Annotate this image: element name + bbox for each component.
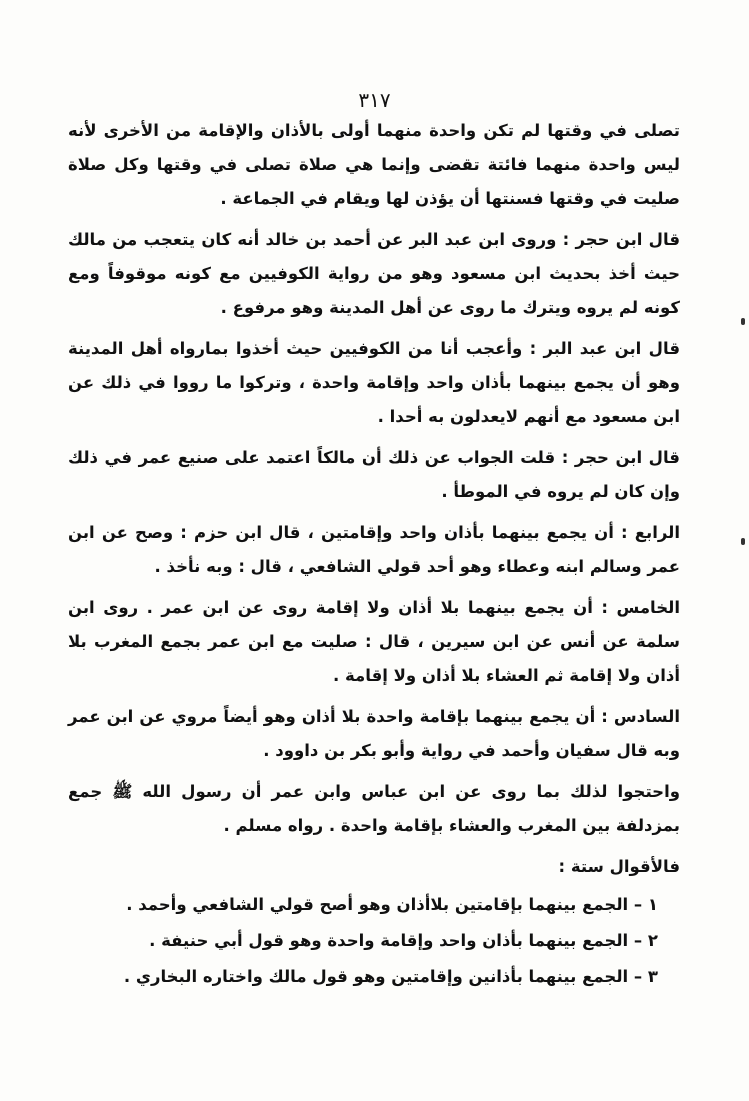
paragraph-3: قال ابن عبد البر : وأعجب أنا من الكوفيين حيث أخذوا بمارواه أهل المدينة وهو أن يجمع بينهما بأذان واحد وإقامة واحدة ، وتركوا ما رووا في ذلك عن ابن مسعود مع أنهم لايعدلون به أحدا . [68, 339, 680, 426]
summary-heading: فالأقوال ستة : [558, 857, 680, 876]
page-body [68, 114, 680, 994]
paragraph-1: تصلى في وقتها لم تكن واحدة منهما أولى بالأذان والإقامة من الأخرى لأنه ليس واحدة منهما فائتة تقضى وإنما هي صلاة تصلى في وقتها وكل صلاة صليت في وقتها فسنتها أن يؤذن لها ويقام في الجماعة . [68, 121, 680, 208]
paragraph-6: الخامس : أن يجمع بينهما بلا أذان ولا إقامة روى عن ابن عمر . روى ابن سلمة عن أنس عن ابن سيرين ، قال : صليت مع ابن عمر بجمع المغرب بلا أذان ولا إقامة ثم العشاء بلا أذان ولا إقامة . [68, 598, 680, 685]
paragraph-4: قال ابن حجر : قلت الجواب عن ذلك أن مالكاً اعتمد على صنيع عمر في ذلك وإن كان لم يروه في الموطأ . [68, 448, 680, 501]
summary-list [68, 888, 680, 994]
paragraph-8: واحتجوا لذلك بما روى عن ابن عباس وابن عمر أن رسول الله ﷺ جمع بمزدلفة بين المغرب والعشاء بإقامة واحدة . رواه مسلم . [68, 782, 680, 835]
paragraph-5: الرابع : أن يجمع بينهما بأذان واحد وإقامتين ، قال ابن حزم : وصح عن ابن عمر وسالم ابنه وعطاء وهو أحد قولي الشافعي ، قال : وبه نأخذ . [68, 523, 680, 576]
summary-item-2: ٢ – الجمع بينهما بأذان واحد وإقامة واحدة وهو قول أبي حنيفة . [149, 931, 658, 950]
paragraph-7: السادس : أن يجمع بينهما بإقامة واحدة بلا أذان وهو أيضاً مروي عن ابن عمر وبه قال سفيان وأحمد في رواية وأبو بكر بن داوود . [68, 707, 680, 760]
margin-mark-bottom [741, 538, 745, 545]
paragraph-2: قال ابن حجر : وروى ابن عبد البر عن أحمد بن خالد أنه كان يتعجب من مالك حيث أخذ بحديث ابن مسعود وهو من رواية الكوفيين مع كونه موقوفاً ومع كونه لم يروه ويترك ما روى عن أهل المدينة وهو مرفوع . [68, 230, 680, 317]
summary-item-1: ١ – الجمع بينهما بإقامتين بلاأذان وهو أصح قولي الشافعي وأحمد . [126, 895, 658, 914]
margin-mark-top [741, 318, 745, 325]
page-number: ٣١٧ [358, 88, 391, 112]
summary-item-3: ٣ – الجمع بينهما بأذانين وإقامتين وهو قول مالك واختاره البخاري . [123, 967, 658, 986]
